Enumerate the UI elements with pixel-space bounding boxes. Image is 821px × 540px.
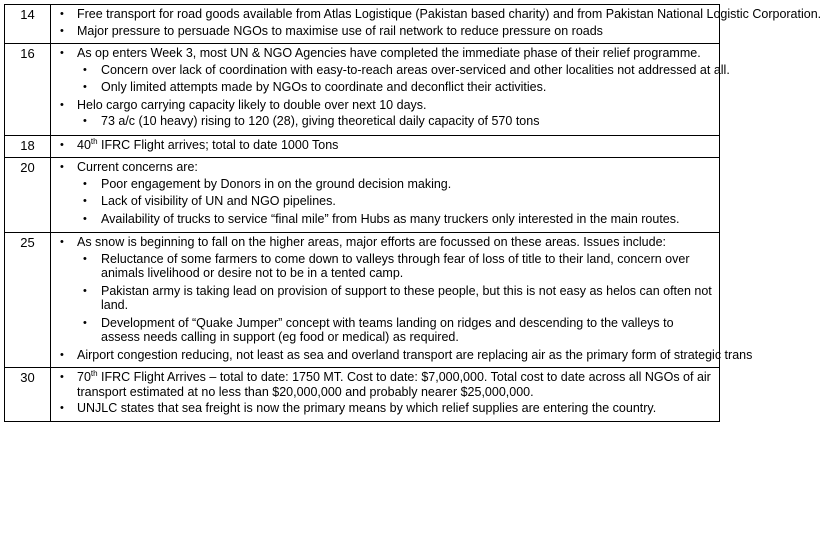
timeline-table bbox=[4, 4, 821, 422]
item-text: Current concerns are: bbox=[77, 160, 198, 174]
day-cell: 14 bbox=[5, 5, 51, 44]
notes-cell bbox=[51, 368, 720, 422]
item-text: Lack of visibility of UN and NGO pipelines. bbox=[101, 194, 336, 208]
sub-bullet-item bbox=[57, 284, 715, 313]
bullet-item bbox=[57, 160, 715, 175]
item-text: Concern over lack of coordination with easy-to-reach areas over-serviced and other localities not addressed at all. bbox=[101, 62, 730, 77]
notes-cell bbox=[51, 44, 730, 136]
sub-bullet-item bbox=[57, 316, 715, 345]
table-row bbox=[5, 158, 720, 233]
bullet-icon: • bbox=[60, 8, 64, 20]
bullet-icon: • bbox=[60, 236, 64, 248]
sub-bullet-item bbox=[57, 114, 715, 129]
sub-bullet-item bbox=[57, 252, 715, 281]
bullet-icon: • bbox=[83, 316, 87, 329]
item-text: Pakistan army is taking lead on provision of support to these people, but this is not easy as helos can often not land. bbox=[101, 283, 712, 312]
bullet-icon: • bbox=[83, 177, 87, 190]
item-text: IFRC Flight arrives; total to date 1000 Tons bbox=[97, 137, 339, 152]
bullet-icon: • bbox=[83, 81, 87, 93]
item-text: Poor engagement by Donors in on the ground decision making. bbox=[101, 176, 452, 191]
notes-cell bbox=[51, 158, 720, 233]
bullet-item bbox=[57, 347, 753, 363]
timeline-body bbox=[5, 5, 821, 422]
table-row bbox=[5, 135, 720, 158]
day-cell: 18 bbox=[5, 135, 51, 158]
bullet-icon: • bbox=[60, 24, 64, 37]
item-text: Major pressure to persuade NGOs to maximise use of rail network to reduce pressure on roads bbox=[77, 23, 603, 38]
bullet-item bbox=[57, 370, 715, 399]
item-text: Availability of trucks to service “final mile” from Hubs as many truckers only interested in the main routes. bbox=[101, 211, 680, 226]
bullet-item bbox=[57, 138, 715, 153]
bullet-icon: • bbox=[83, 284, 87, 297]
bullet-icon: • bbox=[60, 161, 64, 173]
item-text: Reluctance of some farmers to come down to valleys through fear of loss of title to their land, concern over animals livelihood or desire not to be in a tented camp. bbox=[101, 251, 690, 280]
item-text: UNJLC states that sea freight is now the primary means by which relief supplies are entering the country. bbox=[77, 401, 657, 415]
sub-bullet-item bbox=[57, 177, 715, 192]
bullet-item bbox=[57, 46, 715, 61]
notes-cell bbox=[51, 233, 753, 368]
item-text: As snow is beginning to fall on the higher areas, major efforts are focussed on these areas. Issues include: bbox=[77, 235, 666, 249]
bullet-item bbox=[57, 98, 715, 113]
bullet-item bbox=[57, 401, 715, 416]
item-text: IFRC Flight Arrives – total to date: 1750 MT. Cost to date: $7,000,000. Total cost to date across all NGOs of air transport estimated at no less than $20,000,000 and probably nearer $25,000,000. bbox=[77, 370, 711, 399]
notes-cell bbox=[51, 135, 720, 158]
table-row bbox=[5, 368, 720, 422]
ordinal-number: 40 bbox=[77, 137, 91, 152]
day-cell: 30 bbox=[5, 368, 51, 422]
bullet-icon: • bbox=[60, 98, 64, 111]
sub-bullet-item bbox=[57, 80, 715, 95]
bullet-item bbox=[57, 7, 821, 22]
item-text: Only limited attempts made by NGOs to coordinate and deconflict their activities. bbox=[101, 80, 547, 94]
ordinal-suffix: th bbox=[90, 136, 98, 146]
bullet-icon: • bbox=[83, 212, 87, 225]
sub-bullet-item bbox=[57, 212, 715, 227]
ordinal-number: 70 bbox=[77, 370, 91, 384]
item-text: 73 a/c (10 heavy) rising to 120 (28), giving theoretical daily capacity of 570 tons bbox=[101, 114, 540, 128]
table-row bbox=[5, 5, 720, 44]
bullet-icon: • bbox=[83, 252, 87, 265]
sub-bullet-item bbox=[57, 194, 715, 209]
sub-bullet-item bbox=[57, 62, 730, 78]
bullet-icon: • bbox=[60, 371, 64, 383]
item-text: Helo cargo carrying capacity likely to double over next 10 days. bbox=[77, 97, 427, 112]
bullet-item bbox=[57, 235, 715, 250]
bullet-icon: • bbox=[60, 47, 64, 59]
day-cell: 16 bbox=[5, 44, 51, 136]
item-text: Airport congestion reducing, not least as sea and overland transport are replacing air as the primary form of strategic trans bbox=[77, 347, 753, 362]
day-cell: 20 bbox=[5, 158, 51, 233]
bullet-item bbox=[57, 24, 715, 39]
bullet-icon: • bbox=[83, 63, 87, 76]
bullet-icon: • bbox=[60, 138, 64, 151]
table-row bbox=[5, 44, 720, 136]
item-text: Free transport for road goods available from Atlas Logistique (Pakistan based charity) and from Pakistan National Logistic Corporation. bbox=[77, 7, 821, 21]
item-text: As op enters Week 3, most UN & NGO Agencies have completed the immediate phase of their relief programme. bbox=[77, 46, 701, 60]
bullet-icon: • bbox=[83, 115, 87, 127]
notes-cell bbox=[51, 5, 821, 44]
bullet-icon: • bbox=[83, 195, 87, 207]
item-text: Development of “Quake Jumper” concept with teams landing on ridges and descending to the valleys to assess needs calling in support (eg food or medical) as required. bbox=[101, 315, 674, 344]
day-cell: 25 bbox=[5, 233, 51, 368]
bullet-icon: • bbox=[60, 402, 64, 414]
bullet-icon: • bbox=[60, 348, 64, 361]
table-row bbox=[5, 233, 720, 368]
ordinal-suffix: th bbox=[90, 368, 98, 378]
